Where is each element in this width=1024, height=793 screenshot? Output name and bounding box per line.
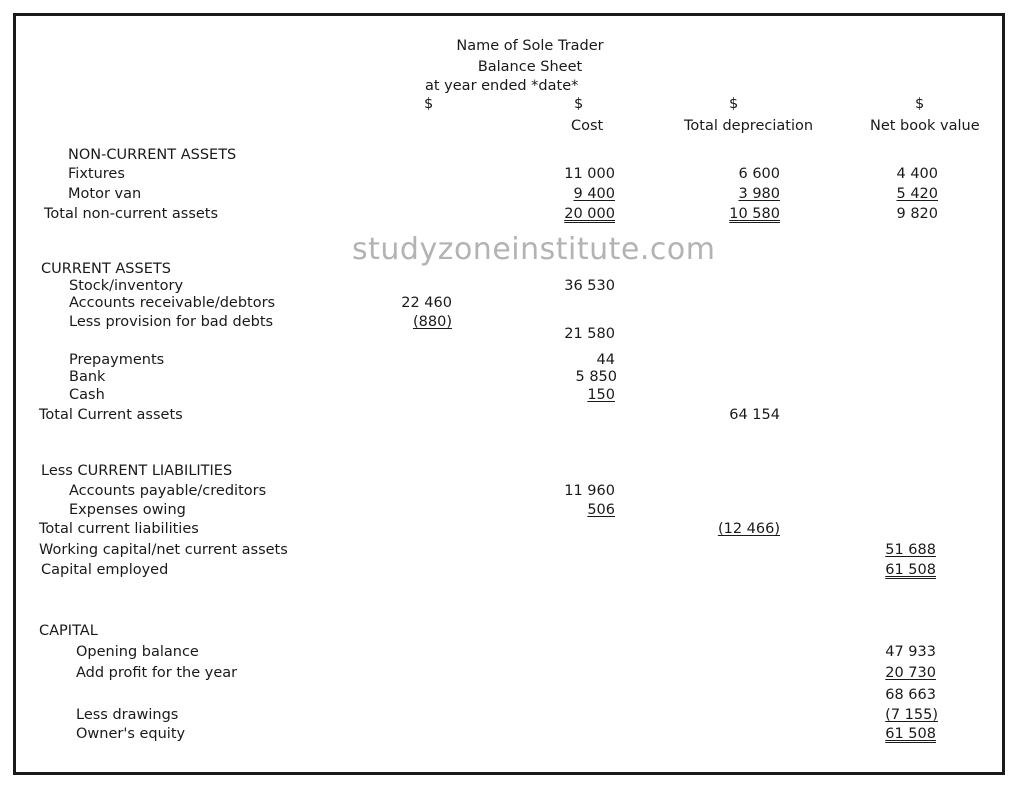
row-label: Less provision for bad debts [69,314,274,330]
total-label: Total non-current assets [44,206,219,222]
row-value: (880) [413,314,452,330]
total-value: (12 466) [717,521,780,537]
currency-symbol: $ [574,96,584,112]
row-label: Fixtures [68,166,125,182]
total-label: Owner's equity [76,726,186,742]
subtotal-value: 21 580 [564,326,615,342]
row-label: Prepayments [69,352,165,368]
total-value: 61 508 [885,726,936,742]
row-value: 44 [596,352,615,368]
cost-value: 9 400 [573,186,615,202]
row-value: 22 460 [401,295,452,311]
nbv-value: 4 400 [896,166,938,182]
subtotal-value: 68 663 [885,687,936,703]
section-title: Less CURRENT LIABILITIES [41,463,233,479]
row-label: Accounts payable/creditors [69,483,267,499]
depreciation-value: 3 980 [738,186,780,202]
row-label: Expenses owing [69,502,186,518]
section-title: CAPITAL [39,623,98,639]
row-label: Opening balance [76,644,199,660]
row-label: Bank [69,369,106,385]
row-label: Add profit for the year [76,665,238,681]
total-value: 64 154 [729,407,780,423]
total-value: 51 688 [885,542,936,558]
currency-symbol: $ [424,96,434,112]
currency-symbol: $ [729,96,739,112]
row-value: 150 [587,387,615,403]
currency-symbol: $ [915,96,925,112]
row-label: Cash [69,387,105,403]
total-label: Capital employed [41,562,169,578]
section-title: NON-CURRENT ASSETS [68,147,237,163]
row-label: Motor van [68,186,142,202]
row-label: Less drawings [76,707,179,723]
row-value: (7 155) [885,707,938,723]
row-value: 20 730 [885,665,936,681]
cost-total: 20 000 [564,206,615,222]
row-label: Accounts receivable/debtors [69,295,276,311]
nbv-total: 9 820 [896,206,938,222]
row-value: 506 [587,502,615,518]
section-title: CURRENT ASSETS [41,261,171,277]
row-value: 36 530 [564,278,615,294]
row-value: 47 933 [885,644,936,660]
column-header-cost: Cost [571,118,604,134]
watermark: studyzoneinstitute.com [352,232,716,267]
business-name: Name of Sole Trader [456,38,604,54]
row-value: 11 960 [564,483,615,499]
column-header-depreciation: Total depreciation [684,118,814,134]
depreciation-total: 10 580 [729,206,780,222]
row-value: 5 850 [575,369,617,385]
total-label: Total Current assets [39,407,183,423]
total-label: Working capital/net current assets [39,542,288,558]
nbv-value: 5 420 [896,186,938,202]
row-label: Stock/inventory [69,278,184,294]
total-label: Total current liabilities [39,521,199,537]
report-period: at year ended *date* [425,78,579,94]
cost-value: 11 000 [564,166,615,182]
column-header-nbv: Net book value [870,118,980,134]
depreciation-value: 6 600 [738,166,780,182]
report-title: Balance Sheet [477,59,583,75]
total-value: 61 508 [885,562,936,578]
